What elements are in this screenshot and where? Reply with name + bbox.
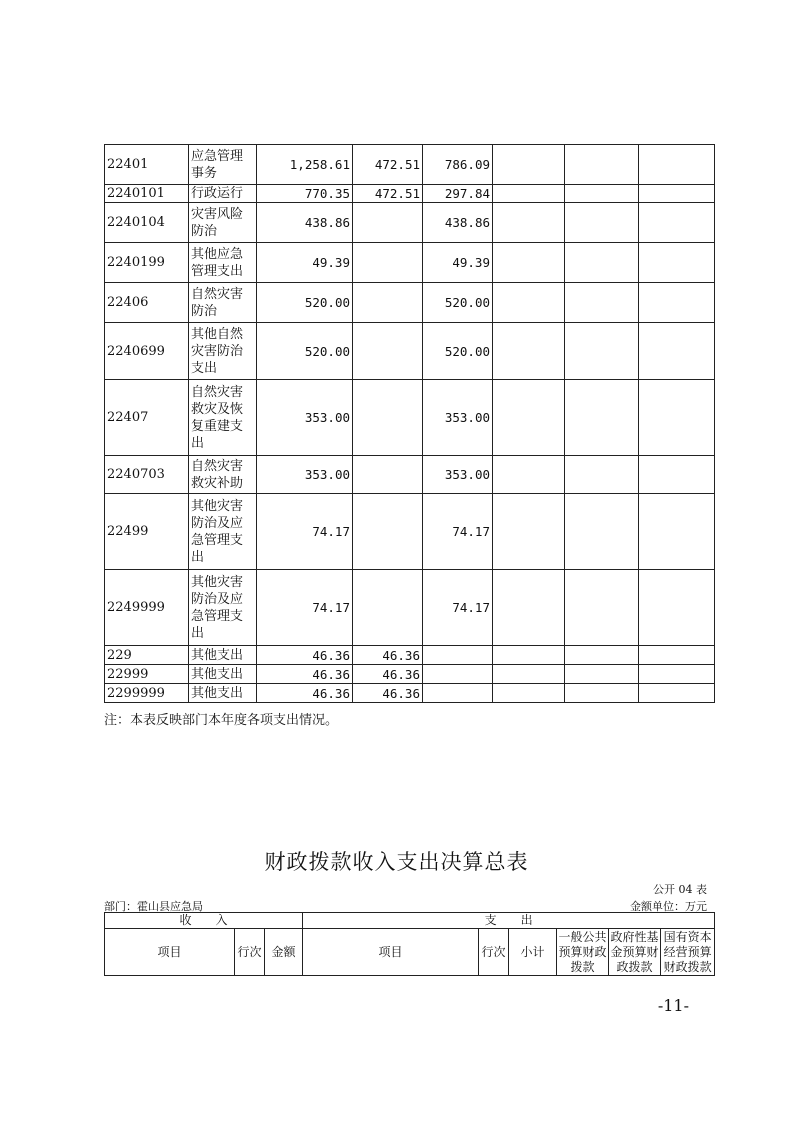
empty-cell: [565, 185, 639, 203]
account-code-cell: 2299999: [105, 684, 189, 703]
table-row: [105, 684, 715, 703]
empty-cell: [493, 203, 565, 243]
empty-cell: [639, 283, 715, 323]
account-name-cell: 其他灾害防治及应急管理支出: [189, 494, 257, 570]
basic-expense-cell: 46.36: [353, 665, 423, 684]
total-amount-cell: 438.86: [257, 203, 353, 243]
table-row: [105, 380, 715, 456]
empty-cell: [493, 185, 565, 203]
total-amount-cell: 353.00: [257, 456, 353, 494]
project-expense-cell: 353.00: [423, 380, 493, 456]
empty-cell: [493, 684, 565, 703]
empty-cell: [565, 494, 639, 570]
expense-item-header: 项目: [303, 929, 479, 976]
total-amount-cell: 520.00: [257, 283, 353, 323]
basic-expense-cell: [353, 494, 423, 570]
empty-cell: [493, 145, 565, 185]
basic-expense-cell: [353, 243, 423, 283]
table-row: [105, 323, 715, 380]
empty-cell: [639, 145, 715, 185]
table-note: 注：本表反映部门本年度各项支出情况。: [104, 713, 339, 728]
table-row: [105, 243, 715, 283]
project-expense-cell: 353.00: [423, 456, 493, 494]
page-number: -11-: [657, 996, 689, 1015]
account-code-cell: 22401: [105, 145, 189, 185]
table-row: [105, 283, 715, 323]
table-row: [105, 185, 715, 203]
account-code-cell: 2249999: [105, 570, 189, 646]
empty-cell: [565, 570, 639, 646]
project-expense-cell: 74.17: [423, 494, 493, 570]
basic-expense-cell: [353, 283, 423, 323]
account-name-cell: 灾害风险防治: [189, 203, 257, 243]
basic-expense-cell: [353, 203, 423, 243]
expense-header: 支 出: [303, 913, 715, 929]
account-name-cell: 其他支出: [189, 665, 257, 684]
table-row: [105, 646, 715, 665]
account-name-cell: 应急管理事务: [189, 145, 257, 185]
subtotal-header: 小计: [509, 929, 557, 976]
project-expense-cell: 297.84: [423, 185, 493, 203]
account-name-cell: 其他自然灾害防治支出: [189, 323, 257, 380]
table-row: [105, 456, 715, 494]
total-amount-cell: 46.36: [257, 646, 353, 665]
empty-cell: [639, 243, 715, 283]
empty-cell: [565, 243, 639, 283]
account-code-cell: 2240699: [105, 323, 189, 380]
empty-cell: [565, 380, 639, 456]
empty-cell: [493, 380, 565, 456]
empty-cell: [639, 646, 715, 665]
project-expense-cell: 438.86: [423, 203, 493, 243]
empty-cell: [565, 203, 639, 243]
income-line-header: 行次: [235, 929, 265, 976]
project-expense-cell: [423, 684, 493, 703]
basic-expense-cell: 472.51: [353, 145, 423, 185]
basic-expense-cell: [353, 380, 423, 456]
account-code-cell: 22406: [105, 283, 189, 323]
project-expense-cell: 520.00: [423, 283, 493, 323]
amount-unit-label: 金额单位：万元: [630, 900, 707, 913]
account-code-cell: 22407: [105, 380, 189, 456]
expense-table-body: [105, 145, 715, 703]
account-name-cell: 其他支出: [189, 684, 257, 703]
account-name-cell: 其他支出: [189, 646, 257, 665]
empty-cell: [493, 570, 565, 646]
table-row: [105, 570, 715, 646]
total-amount-cell: 74.17: [257, 494, 353, 570]
empty-cell: [493, 665, 565, 684]
empty-cell: [565, 283, 639, 323]
account-name-cell: 自然灾害救灾补助: [189, 456, 257, 494]
empty-cell: [565, 456, 639, 494]
empty-cell: [493, 456, 565, 494]
total-amount-cell: 46.36: [257, 665, 353, 684]
fund-budget-header: 政府性基金预算财政拨款: [610, 929, 659, 974]
basic-expense-cell: [353, 456, 423, 494]
project-expense-cell: 74.17: [423, 570, 493, 646]
total-amount-cell: 353.00: [257, 380, 353, 456]
expense-line-header: 行次: [479, 929, 509, 976]
account-name-cell: 其他灾害防治及应急管理支出: [189, 570, 257, 646]
empty-cell: [639, 665, 715, 684]
total-amount-cell: 1,258.61: [257, 145, 353, 185]
empty-cell: [493, 283, 565, 323]
account-code-cell: 2240101: [105, 185, 189, 203]
empty-cell: [493, 646, 565, 665]
empty-cell: [639, 323, 715, 380]
empty-cell: [639, 684, 715, 703]
account-code-cell: 2240104: [105, 203, 189, 243]
account-code-cell: 22999: [105, 665, 189, 684]
account-name-cell: 行政运行: [189, 185, 257, 203]
income-amount-header: 金额: [265, 929, 303, 976]
empty-cell: [639, 456, 715, 494]
project-expense-cell: [423, 646, 493, 665]
empty-cell: [493, 243, 565, 283]
project-expense-cell: 786.09: [423, 145, 493, 185]
basic-expense-cell: 46.36: [353, 684, 423, 703]
account-name-cell: 自然灾害救灾及恢复重建支出: [189, 380, 257, 456]
empty-cell: [565, 323, 639, 380]
table-row: [105, 145, 715, 185]
basic-expense-cell: [353, 323, 423, 380]
income-item-header: 项目: [105, 929, 235, 976]
total-amount-cell: 520.00: [257, 323, 353, 380]
account-code-cell: 2240199: [105, 243, 189, 283]
basic-expense-cell: 472.51: [353, 185, 423, 203]
total-amount-cell: 74.17: [257, 570, 353, 646]
basic-expense-cell: [353, 570, 423, 646]
table-row: [105, 665, 715, 684]
empty-cell: [493, 494, 565, 570]
account-code-cell: 22499: [105, 494, 189, 570]
empty-cell: [565, 665, 639, 684]
general-budget-header: 一般公共预算财政拨款: [558, 929, 607, 974]
table-row: [105, 494, 715, 570]
empty-cell: [493, 323, 565, 380]
empty-cell: [639, 185, 715, 203]
project-expense-cell: 49.39: [423, 243, 493, 283]
account-code-cell: 229: [105, 646, 189, 665]
empty-cell: [639, 570, 715, 646]
empty-cell: [639, 203, 715, 243]
empty-cell: [565, 684, 639, 703]
state-capital-header: 国有资本经营预算财政拨款: [661, 929, 715, 976]
project-expense-cell: [423, 665, 493, 684]
expense-detail-table: [104, 144, 715, 703]
total-amount-cell: 46.36: [257, 684, 353, 703]
summary-table-title: 财政拨款收入支出决算总表: [264, 850, 529, 874]
form-number: 公开 04 表: [653, 883, 707, 896]
income-header: 收 入: [105, 913, 303, 929]
empty-cell: [565, 145, 639, 185]
empty-cell: [639, 494, 715, 570]
total-amount-cell: 770.35: [257, 185, 353, 203]
department-label: 部门：霍山县应急局: [104, 900, 203, 913]
account-name-cell: 其他应急管理支出: [189, 243, 257, 283]
table-row: [105, 203, 715, 243]
empty-cell: [639, 380, 715, 456]
appropriation-summary-table: [104, 912, 715, 976]
project-expense-cell: 520.00: [423, 323, 493, 380]
account-code-cell: 2240703: [105, 456, 189, 494]
account-name-cell: 自然灾害防治: [189, 283, 257, 323]
total-amount-cell: 49.39: [257, 243, 353, 283]
basic-expense-cell: 46.36: [353, 646, 423, 665]
empty-cell: [565, 646, 639, 665]
